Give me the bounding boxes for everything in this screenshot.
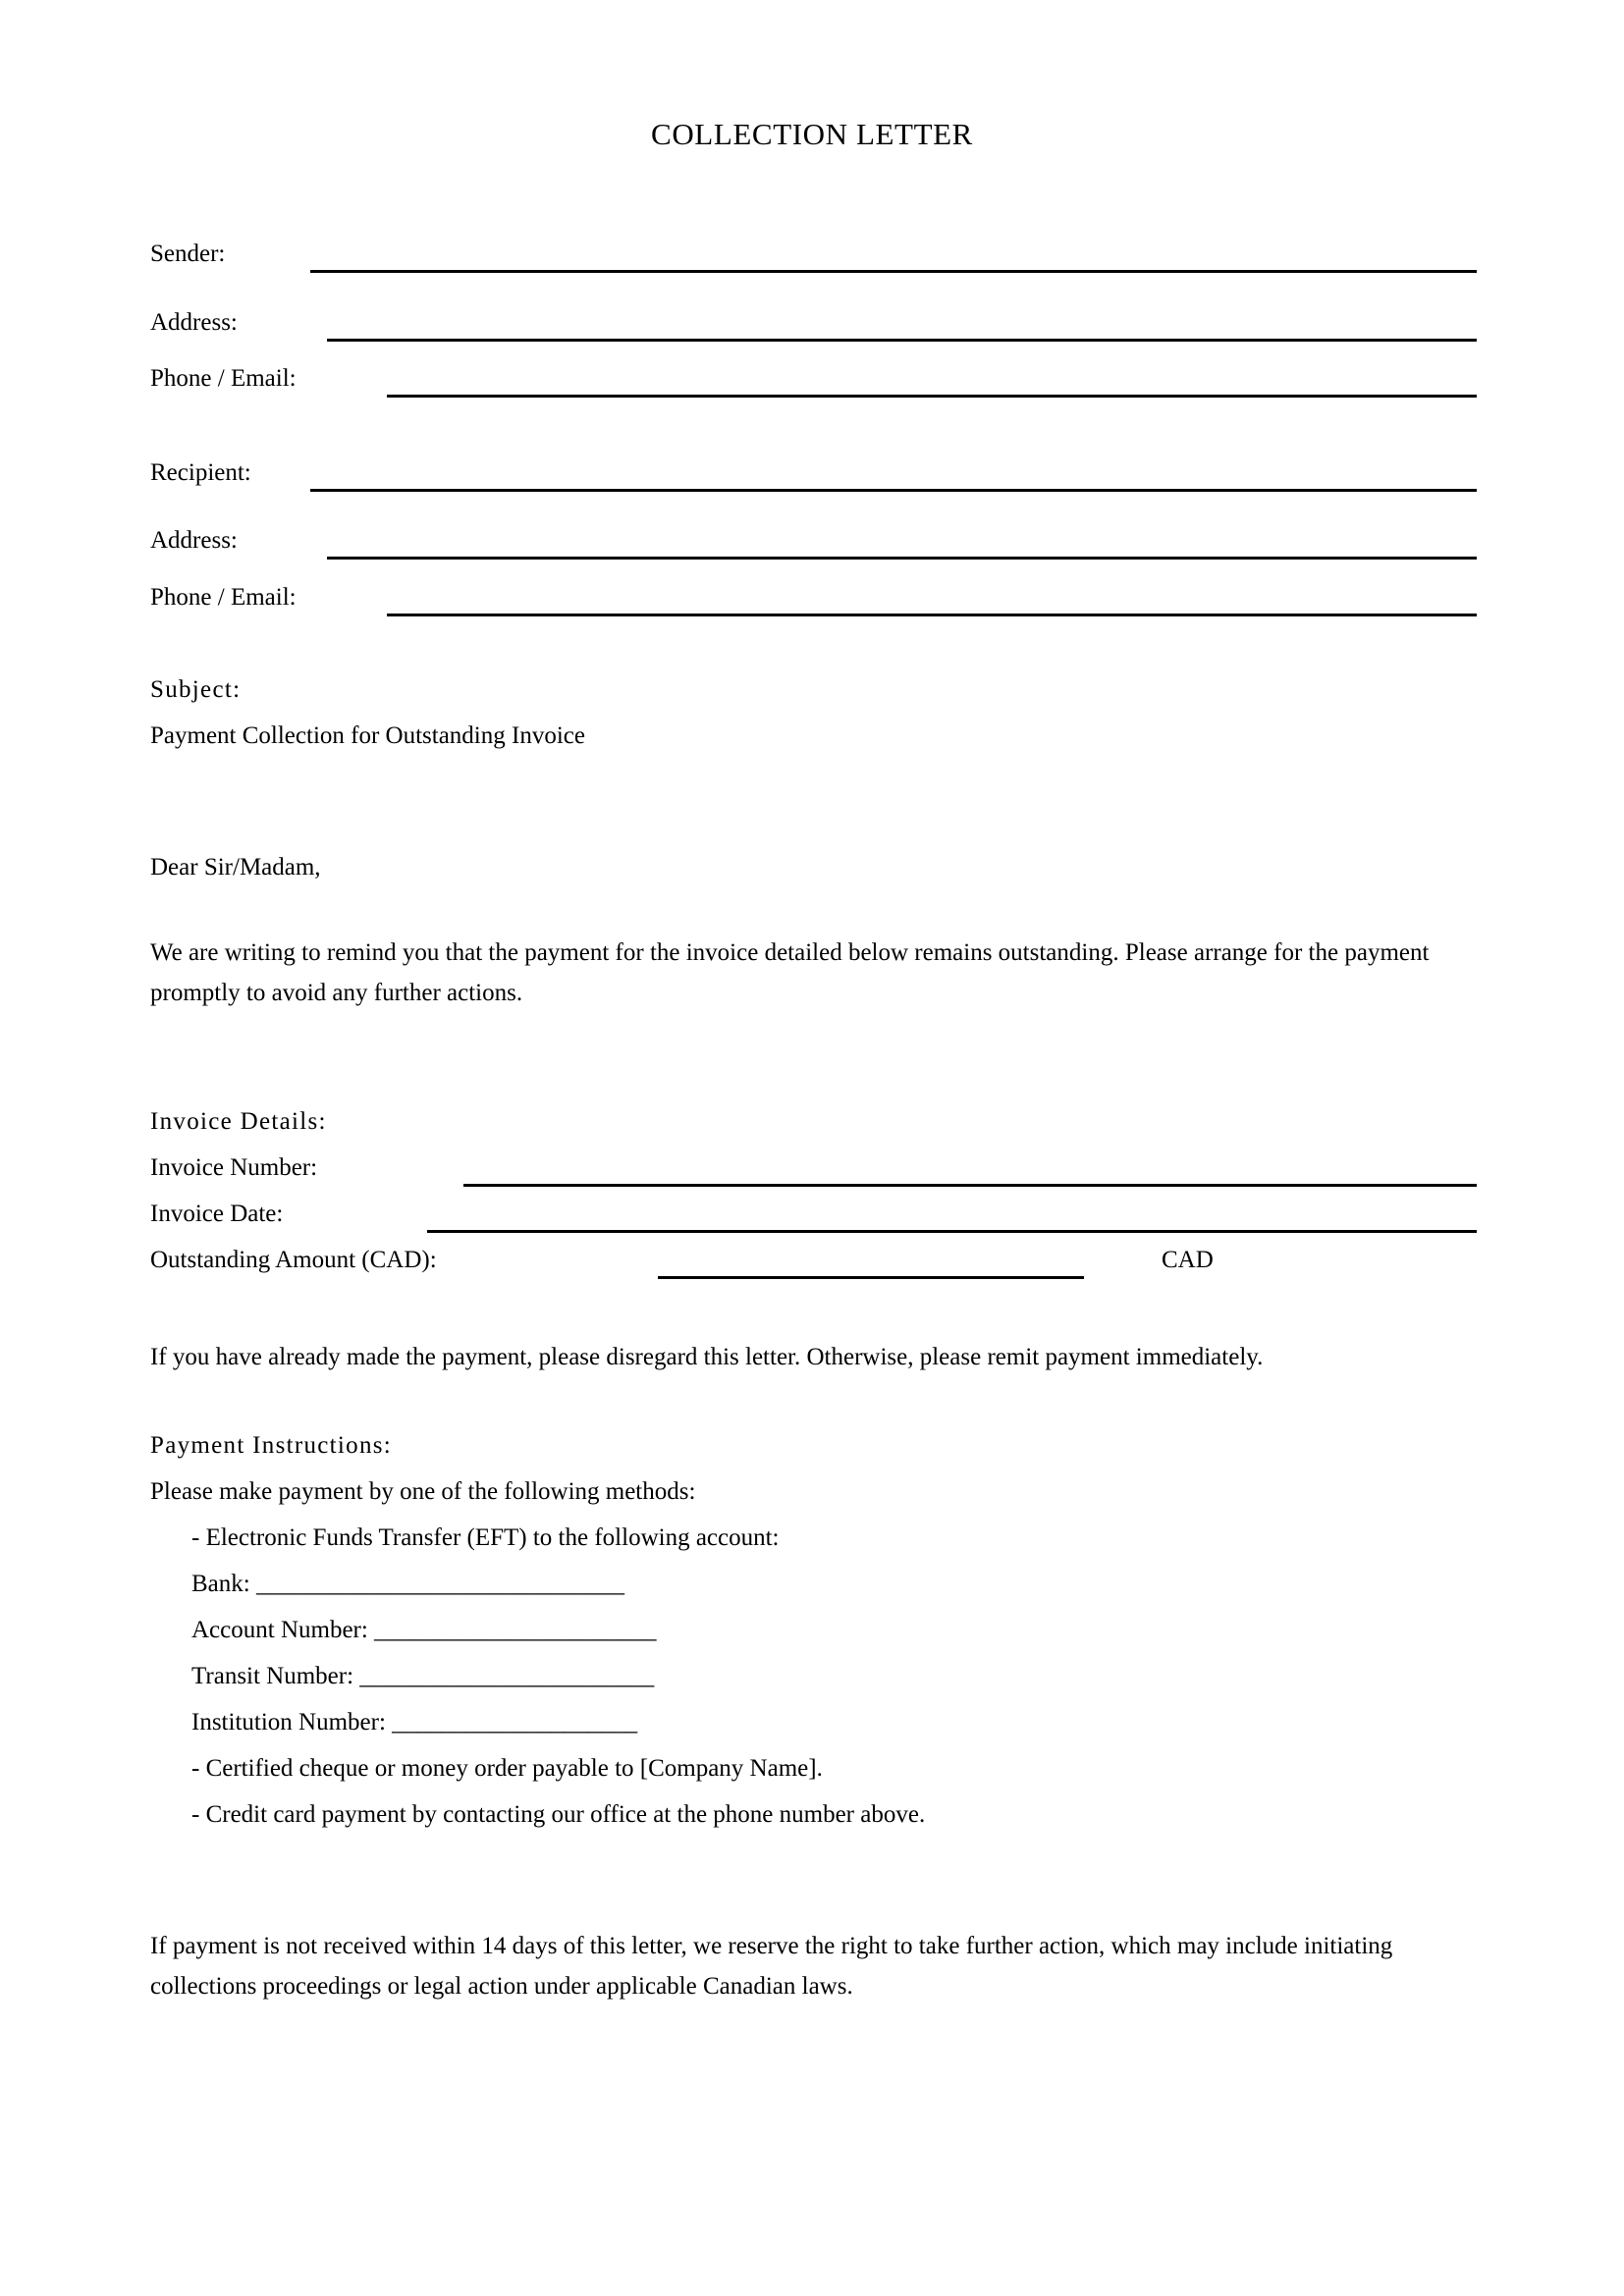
payment-methods-lead-in: Please make payment by one of the following methods: — [150, 1478, 696, 1505]
disregard-note: If you have already made the payment, please disregard this letter. Otherwise, please remit payment immediately. — [150, 1344, 1264, 1370]
sender-input-line[interactable] — [310, 270, 1477, 273]
page-title: COLLECTION LETTER — [651, 117, 973, 151]
invoice-number-input-line[interactable] — [463, 1184, 1477, 1187]
invoice-date-label: Invoice Date: — [150, 1201, 284, 1227]
recipient-address-input-line[interactable] — [327, 557, 1477, 560]
sender-phone-email-label: Phone / Email: — [150, 365, 297, 392]
recipient-phone-email-label: Phone / Email: — [150, 584, 297, 611]
recipient-address-label: Address: — [150, 527, 238, 554]
subject-value: Payment Collection for Outstanding Invoice — [150, 722, 585, 749]
recipient-phone-email-input-line[interactable] — [387, 614, 1477, 616]
outstanding-amount-label: Outstanding Amount (CAD): — [150, 1247, 437, 1273]
intro-paragraph: We are writing to remind you that the payment for the invoice detailed below remains outstanding. Please arrange for the payment promptly to avoid any further actions. — [150, 939, 1430, 1006]
sender-address-input-line[interactable] — [327, 339, 1477, 342]
sender-label: Sender: — [150, 240, 226, 267]
sender-address-label: Address: — [150, 309, 238, 336]
payment-instructions-heading: Payment Instructions: — [150, 1432, 393, 1459]
invoice-date-input-line[interactable] — [427, 1230, 1477, 1233]
subject-label: Subject: — [150, 676, 242, 703]
payment-method-cheque-bullet: - Certified cheque or money order payable to [Company Name]. — [191, 1755, 823, 1782]
outstanding-amount-input-line[interactable] — [658, 1276, 1084, 1279]
recipient-input-line[interactable] — [310, 489, 1477, 492]
invoice-number-label: Invoice Number: — [150, 1154, 318, 1181]
salutation: Dear Sir/Madam, — [150, 854, 321, 881]
outstanding-amount-currency-suffix: CAD — [1162, 1247, 1214, 1273]
invoice-details-heading: Invoice Details: — [150, 1108, 327, 1135]
eft-bank-field[interactable]: Bank: ______________________________ — [191, 1571, 624, 1597]
recipient-label: Recipient: — [150, 459, 251, 486]
eft-transit-number-field[interactable]: Transit Number: ________________________ — [191, 1663, 655, 1689]
payment-method-credit-card-bullet: - Credit card payment by contacting our office at the phone number above. — [191, 1801, 926, 1828]
closing-paragraph: If payment is not received within 14 days of this letter, we reserve the right to take further action, which may include initiating collections proceedings or legal action under applicable Canadian laws. — [150, 1933, 1393, 2000]
eft-account-number-field[interactable]: Account Number: _______________________ — [191, 1617, 657, 1643]
payment-method-eft-bullet: - Electronic Funds Transfer (EFT) to the following account: — [191, 1524, 780, 1551]
sender-phone-email-input-line[interactable] — [387, 395, 1477, 398]
eft-institution-number-field[interactable]: Institution Number: ____________________ — [191, 1709, 638, 1735]
